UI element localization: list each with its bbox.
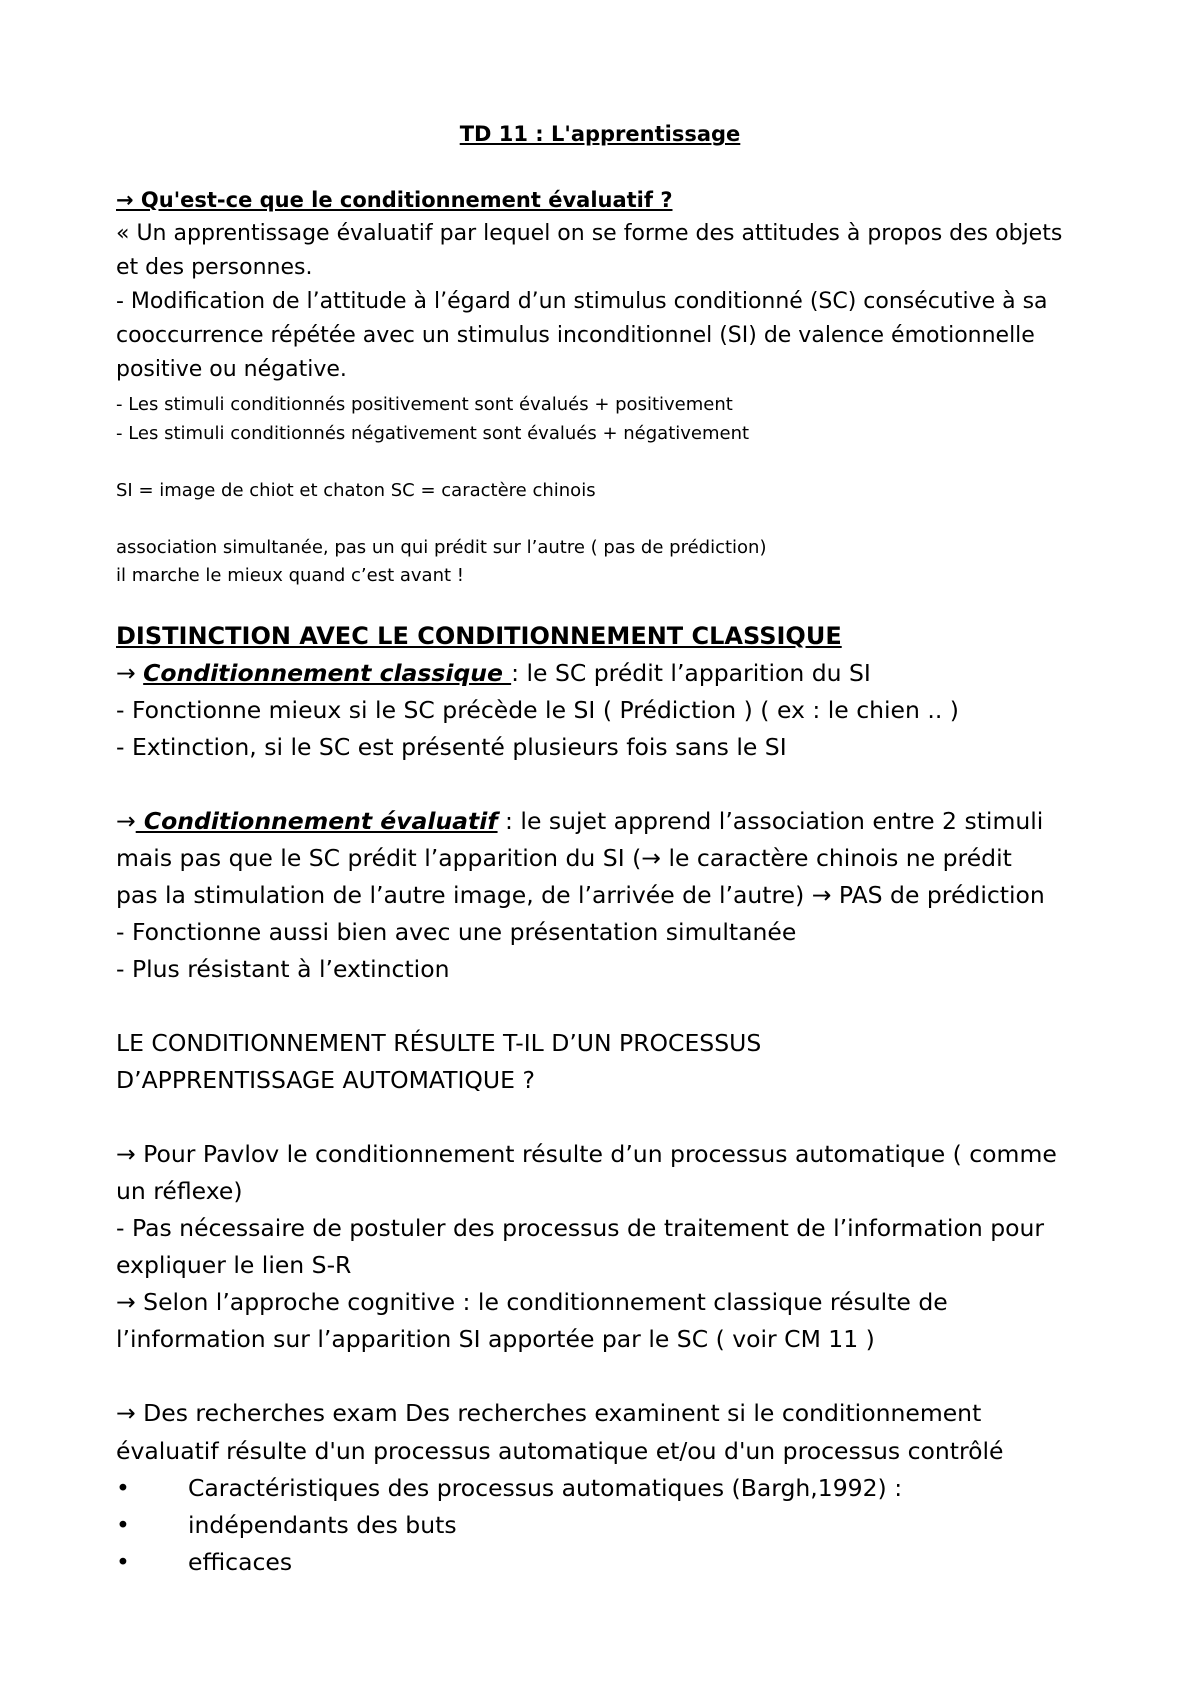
bullet-text: efficaces bbox=[188, 1548, 293, 1576]
section3-heading: LE CONDITIONNEMENT RÉSULTE T-IL D’UN PROCESSUS bbox=[116, 1029, 762, 1057]
section1-small-line: - Les stimuli conditionnés positivement sont évalués + positivement bbox=[116, 394, 733, 415]
section1-small-line: - Les stimuli conditionnés négativement sont évalués + négativement bbox=[116, 423, 750, 444]
bullet-text: indépendants des buts bbox=[188, 1511, 457, 1539]
section3-line: → Pour Pavlov le conditionnement résulte d’un processus automatique ( comme bbox=[116, 1140, 1057, 1168]
section3-line: un réflexe) bbox=[116, 1177, 243, 1205]
section1-line: positive ou négative. bbox=[116, 357, 347, 382]
bullet-item bbox=[116, 1548, 293, 1576]
classique-detail: - Fonctionne mieux si le SC précède le SI ( Prédiction ) ( ex : le chien .. ) bbox=[116, 696, 959, 724]
section3-line: - Pas nécessaire de postuler des processus de traitement de l’information pour bbox=[116, 1214, 1045, 1242]
section1-line: - Modification de l’attitude à l’égard d’un stimulus conditionné (SC) consécutive à sa bbox=[116, 289, 1048, 314]
evaluatif-detail: pas la stimulation de l’autre image, de l’arrivée de l’autre) → PAS de prédiction bbox=[116, 881, 1045, 909]
evaluatif-text: : le sujet apprend l’association entre 2 stimuli bbox=[497, 807, 1044, 835]
section1-line: cooccurrence répétée avec un stimulus inconditionnel (SI) de valence émotionnelle bbox=[116, 323, 1035, 348]
section2-heading: DISTINCTION AVEC LE CONDITIONNEMENT CLASSIQUE bbox=[116, 622, 842, 650]
section3-line: l’information sur l’apparition SI apportée par le SC ( voir CM 11 ) bbox=[116, 1325, 875, 1353]
evaluatif-line bbox=[116, 807, 1044, 835]
evaluatif-detail: - Fonctionne aussi bien avec une présentation simultanée bbox=[116, 918, 797, 946]
section1-heading: → Qu'est-ce que le conditionnement évaluatif ? bbox=[116, 188, 673, 212]
classique-line bbox=[116, 659, 871, 687]
section1-note: il marche le mieux quand c’est avant ! bbox=[116, 565, 464, 586]
evaluatif-detail: - Plus résistant à l’extinction bbox=[116, 955, 450, 983]
arrow-icon: → bbox=[116, 807, 136, 835]
page-title: TD 11 : L'apprentissage bbox=[459, 122, 741, 146]
classique-text: : le SC prédit l’apparition du SI bbox=[511, 659, 871, 687]
classique-keyword: Conditionnement classique bbox=[143, 659, 512, 687]
section3-line: → Selon l’approche cognitive : le conditionnement classique résulte de bbox=[116, 1288, 948, 1316]
bullet-icon: • bbox=[116, 1474, 130, 1502]
classique-detail: - Extinction, si le SC est présenté plusieurs fois sans le SI bbox=[116, 733, 787, 761]
bullet-text: Caractéristiques des processus automatiques (Bargh,1992) : bbox=[188, 1474, 903, 1502]
si-sc-definition: SI = image de chiot et chaton SC = caractère chinois bbox=[116, 480, 596, 501]
research-line: évaluatif résulte d'un processus automatique et/ou d'un processus contrôlé bbox=[116, 1437, 1004, 1465]
section1-note: association simultanée, pas un qui prédit sur l’autre ( pas de prédiction) bbox=[116, 537, 767, 558]
section1-line: « Un apprentissage évaluatif par lequel on se forme des attitudes à propos des objets bbox=[116, 221, 1063, 246]
bullet-icon: • bbox=[116, 1548, 130, 1576]
section3-line: expliquer le lien S-R bbox=[116, 1251, 352, 1279]
bullet-item bbox=[116, 1474, 903, 1502]
research-line: → Des recherches exam Des recherches examinent si le conditionnement bbox=[116, 1399, 982, 1427]
section1-line: et des personnes. bbox=[116, 255, 313, 280]
arrow-icon: → bbox=[116, 659, 144, 687]
section3-heading: D’APPRENTISSAGE AUTOMATIQUE ? bbox=[116, 1066, 535, 1094]
bullet-item bbox=[116, 1511, 457, 1539]
evaluatif-keyword: Conditionnement évaluatif bbox=[135, 807, 498, 835]
evaluatif-detail: mais pas que le SC prédit l’apparition du SI (→ le caractère chinois ne prédit bbox=[116, 844, 1012, 872]
bullet-icon: • bbox=[116, 1511, 130, 1539]
